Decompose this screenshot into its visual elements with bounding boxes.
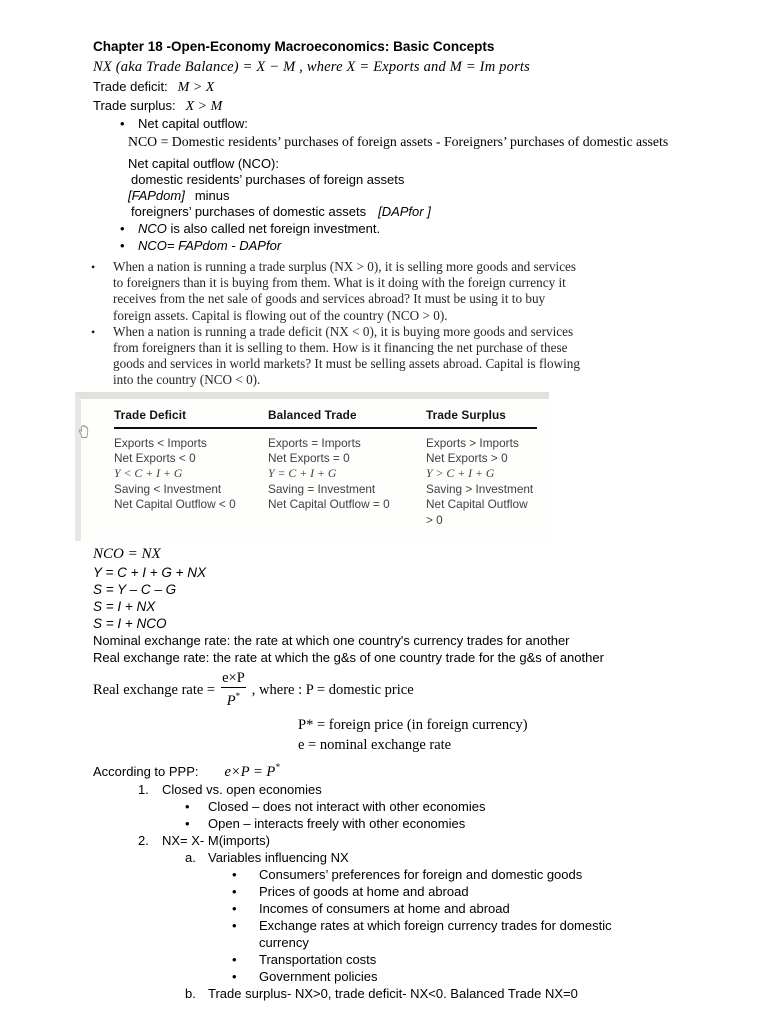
nx-variable-text: Consumers’ preferences for foreign and domestic goods <box>259 866 583 882</box>
trade-deficit-label: Trade deficit: <box>93 79 168 94</box>
trade-surplus-line <box>93 97 744 115</box>
bullet-icon <box>232 900 259 917</box>
denominator-base: P <box>226 692 236 709</box>
outline-item-2 <box>138 832 744 849</box>
textbook-bullet-surplus <box>91 259 744 324</box>
table-cell: Y < C + I + G <box>114 466 183 481</box>
page-title: Chapter 18 -Open-Economy Macroeconomics: Basic Concepts <box>93 39 495 54</box>
nx-variable-bullet <box>232 917 744 951</box>
table-header-rule <box>114 427 537 429</box>
table-cell: Y > C + I + G <box>426 466 495 481</box>
outline-item-text: NX= X- M(imports) <box>162 832 270 848</box>
outline-sub-text: Trade surplus- NX>0, trade deficit- NX<0. Balanced Trade NX=0 <box>208 985 578 1001</box>
bullet-icon <box>120 237 138 254</box>
nco-breakdown <box>128 156 744 220</box>
ppp-formula <box>225 764 280 780</box>
outline-letter: b. <box>185 985 196 1001</box>
denominator-sup: * <box>235 691 241 702</box>
hand-cursor-icon <box>77 424 92 444</box>
outline-sub-a <box>185 849 744 866</box>
bullet-net-capital-outflow-label: Net capital outflow: <box>138 116 248 131</box>
real-rate-definition: Real exchange rate: the rate at which the g&s of one country trade for the g&s of another <box>93 650 604 666</box>
textbook-excerpt <box>93 259 744 389</box>
nominal-rate-symbol-definition: e = nominal exchange rate <box>298 737 452 754</box>
foreign-price-definition: P* = foreign price (in foreign currency) <box>298 717 528 734</box>
nfi-text <box>138 220 380 237</box>
trade-surplus-value: X > M <box>185 99 223 114</box>
fraction <box>218 671 249 709</box>
textbook-bullet-deficit <box>91 324 744 389</box>
equation-saving-3: S = I + NCO <box>93 616 167 632</box>
outline-item-text: Closed vs. open economies <box>162 781 322 797</box>
bullet-icon <box>185 815 208 832</box>
bullet-net-foreign-investment <box>120 220 744 237</box>
trade-flows-table-figure <box>75 392 549 541</box>
table-cell: Net Exports < 0 <box>114 451 196 466</box>
fapdom-tag: [FAPdom] <box>128 188 185 203</box>
trade-deficit-value: M > X <box>177 80 215 95</box>
table-header: Trade Surplus <box>426 407 506 422</box>
bullet-icon <box>232 883 259 900</box>
nco-breakdown-label: Net capital outflow (NCO): <box>128 156 279 171</box>
outline-item-1 <box>138 781 744 798</box>
nx-variable-text: Transportation costs <box>259 951 377 967</box>
outline-number: 1. <box>138 781 149 797</box>
table-cell: Saving = Investment <box>268 481 376 496</box>
table-cell: Exports > Imports <box>426 435 519 450</box>
outline-bullet-closed <box>185 798 744 815</box>
trade-flows-table <box>114 407 537 528</box>
nx-trade-balance-formula: NX (aka Trade Balance) = X − M , where X = Exports and M = Im ports <box>93 59 531 75</box>
nx-variable-bullet <box>232 883 744 900</box>
table-cell: Saving < Investment <box>114 481 222 496</box>
nco-breakdown-line1: domestic residents’ purchases of foreign assets <box>131 172 405 187</box>
trade-surplus-label: Trade surplus: <box>93 98 176 113</box>
table-cell: Exports < Imports <box>114 435 207 450</box>
table-cell: Exports = Imports <box>268 435 361 450</box>
ppp-label: According to PPP: <box>93 763 199 779</box>
table-cell: Y = C + I + G <box>268 466 337 481</box>
nco-term: NCO <box>138 221 167 236</box>
outline-sub-text: Variables influencing NX <box>208 849 349 865</box>
nco-equation-text: NCO= FAPdom - DAPfor <box>138 238 282 253</box>
table-cell: Net Capital Outflow = 0 <box>268 497 390 512</box>
nx-variable-text: Prices of goods at home and abroad <box>259 883 469 899</box>
nx-variable-text: Government policies <box>259 968 378 984</box>
outline-bullet-text: Closed – does not interact with other economies <box>208 798 486 814</box>
trade-deficit-line <box>93 78 744 96</box>
nco-breakdown-line2 <box>128 188 744 204</box>
bullet-icon <box>232 917 259 951</box>
table-header: Trade Deficit <box>114 407 187 422</box>
table-cell: Net Capital Outflow > 0 <box>426 497 528 527</box>
dapfor-tag: [DAPfor ] <box>378 204 431 219</box>
formula-prefix: Real exchange rate = <box>93 681 216 698</box>
table-cell: Net Exports > 0 <box>426 451 508 466</box>
nfi-rest: is also called net foreign investment. <box>170 221 381 236</box>
bullet-icon <box>120 115 138 132</box>
table-cell: Saving > Investment <box>426 481 534 496</box>
bullet-icon <box>232 968 259 985</box>
bullet-icon <box>232 866 259 883</box>
ppp-formula-base: e×P = P <box>224 763 276 780</box>
ppp-line <box>93 762 744 781</box>
bullet-nco-equation <box>120 237 744 254</box>
outline-number: 2. <box>138 832 149 848</box>
outline-bullet-open <box>185 815 744 832</box>
textbook-bullet-text: When a nation is running a trade deficit (NX < 0), it is buying more goods and services from foreigners than it is selling to them. How is it financing the net purchase of these goods and services in world markets? It must be selling assets abroad. Capital is flowing into the country (NCO < 0). <box>113 323 580 388</box>
fraction-numerator: e×P <box>222 670 245 687</box>
equation-saving-1: S = Y – C – G <box>93 582 177 598</box>
bullet-icon <box>91 259 113 324</box>
textbook-bullet-text: When a nation is running a trade surplus (NX > 0), it is selling more goods and services to foreigners than it is buying from them. What is it doing with the foreign currency it receives from the net sale of goods and services abroad? It must be using it to buy foreign assets. Capital is flowing out of the country (NCO > 0). <box>113 259 577 323</box>
outline-letter: a. <box>185 849 196 865</box>
nx-variable-text: Exchange rates at which foreign currency trades for domestic currency <box>259 917 612 950</box>
nx-variable-bullet <box>232 866 744 883</box>
bullet-icon <box>91 324 113 389</box>
bullet-net-capital-outflow <box>120 115 744 132</box>
foreigners-purchases-text: foreigners’ purchases of domestic assets <box>131 204 367 219</box>
nx-variable-text: Incomes of consumers at home and abroad <box>259 900 510 916</box>
table-cell: Net Exports = 0 <box>268 451 350 466</box>
nco-definition: NCO = Domestic residents’ purchases of foreign assets - Foreigners’ purchases of domestic assets <box>128 134 669 149</box>
nco-breakdown-line3 <box>131 204 744 220</box>
real-exchange-rate-formula <box>93 672 744 708</box>
bullet-icon <box>232 951 259 968</box>
equation-nco-nx: NCO = NX <box>93 546 161 563</box>
bullet-icon <box>120 220 138 237</box>
ppp-formula-sup: * <box>275 762 280 773</box>
outline-sub-b <box>185 985 744 1002</box>
equation-y-identity: Y = C + I + G + NX <box>93 565 207 581</box>
minus-word: minus <box>194 188 230 203</box>
equation-saving-2: S = I + NX <box>93 599 156 615</box>
table-cell: Net Capital Outflow < 0 <box>114 497 236 512</box>
nx-variable-bullet <box>232 900 744 917</box>
table-header: Balanced Trade <box>268 407 357 422</box>
outline-bullet-text: Open – interacts freely with other economies <box>208 815 466 831</box>
bullet-icon <box>185 798 208 815</box>
fraction-denominator <box>221 687 246 709</box>
nx-variable-bullet <box>232 951 744 968</box>
nominal-rate-definition: Nominal exchange rate: the rate at which one country's currency trades for another <box>93 633 570 649</box>
formula-suffix: , where : P = domestic price <box>251 681 414 698</box>
nx-variable-bullet <box>232 968 744 985</box>
